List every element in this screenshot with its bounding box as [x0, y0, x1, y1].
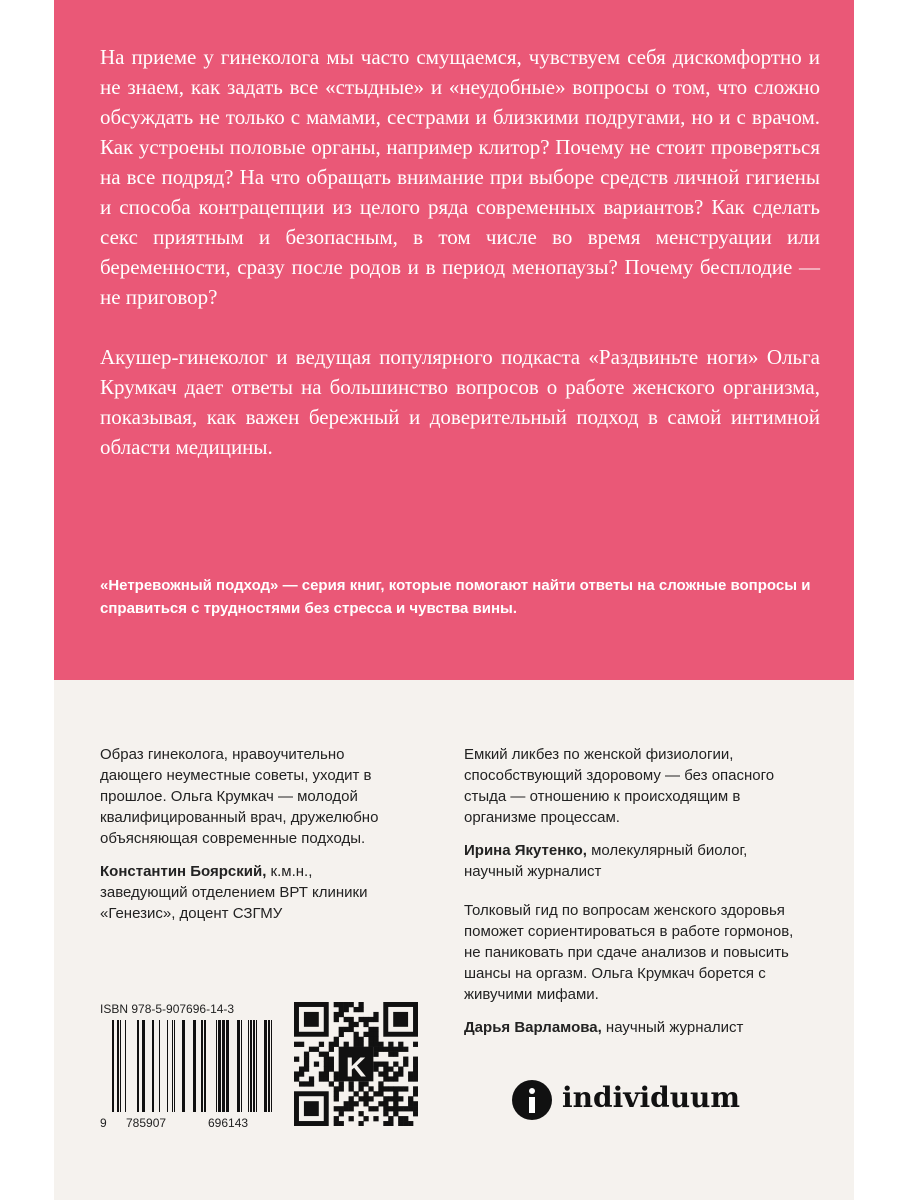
right-quote-1-author: Ирина Якутенко, [464, 842, 587, 859]
barcode-digits-end: 696143 [208, 1116, 249, 1130]
book-back-cover [54, 0, 854, 1200]
description-paragraph-2: Акушер-гинеколог и ведущая популярного подкаста «Раздвиньте ноги» Ольга Крумкач дает ответы на большинство вопросов о работе женского организма, показывая, как важен бережный и доверительный подход в самой интимной области медицины. [100, 345, 820, 459]
barcode-digit-first: 9 [100, 1116, 107, 1130]
pink-panel [54, 0, 854, 680]
left-quote-column [100, 744, 400, 936]
right-quote-2-author-title: научный журналист [601, 1019, 744, 1036]
right-quote-1-attribution [464, 840, 794, 882]
right-quote-1-text: Емкий ликбез по женской физиологии, способствующий здоровому — без опасного стыда — отношению к происходящим в организме процессам. [464, 746, 775, 826]
right-quote-column [464, 744, 794, 1050]
qr-code [294, 1002, 418, 1126]
right-quote-2-author: Дарья Варламова, [464, 1019, 602, 1036]
info-i-icon [512, 1080, 552, 1120]
left-quote-author: Константин Боярский, [100, 863, 267, 880]
qr-code-icon [294, 1002, 418, 1126]
qr-center-letter: K [345, 1051, 367, 1083]
right-quote-2-text: Толковый гид по вопросам женского здоровья поможет сориентироваться в работе гормонов, не паниковать при сдаче анализов и повысить шансы на оргазм. Ольга Крумкач борется с живучими мифами. [464, 902, 794, 1003]
isbn-barcode [100, 1002, 280, 1132]
description-paragraph-1: На приеме у гинеколога мы часто смущаемся, чувствуем себя дискомфортно и не знаем, как задать все «стыдные» и «неудобные» вопросы о том, что сложно обсуждать не только с мамами, сестрами и близкими подругами, но и с врачом. Как устроены половые органы, например клитор? Почему не стоит проверяться на все подряд? На что обращать внимание при выборе средств личной гигиены и способа контрацепции из целого ряда современных вариантов? Как сделать секс приятным и безопасным, в том числе во время менструации или беременности, сразу после родов и в период менопаузы? Почему бесплодие — не приговор? [100, 45, 820, 309]
barcode-digits-mid: 785907 [126, 1116, 167, 1130]
series-note: «Нетревожный подход» — серия книг, которые помогают найти ответы на сложные вопросы и справиться с трудностями без стресса и чувства вины. [100, 577, 811, 617]
left-quote-attribution [100, 861, 400, 924]
left-quote-author-title: к.м.н., заведующий отделением ВРТ клиники «Генезис», доцент СЗГМУ [100, 863, 368, 922]
isbn-label: ISBN 978-5-907696-14-3 [100, 1002, 235, 1016]
left-quote-text: Образ гинеколога, нравоучительно дающего неуместные советы, уходит в прошлое. Ольга Крумкач — молодой квалифицированный врач, дружелюбно объясняющая современные подходы. [100, 746, 379, 847]
right-quote-2-attribution [464, 1017, 794, 1038]
barcode-icon [100, 1020, 280, 1118]
publisher-name: individuum [562, 1081, 741, 1114]
right-quote-1-author-title: молекулярный биолог, научный журналист [464, 842, 748, 880]
